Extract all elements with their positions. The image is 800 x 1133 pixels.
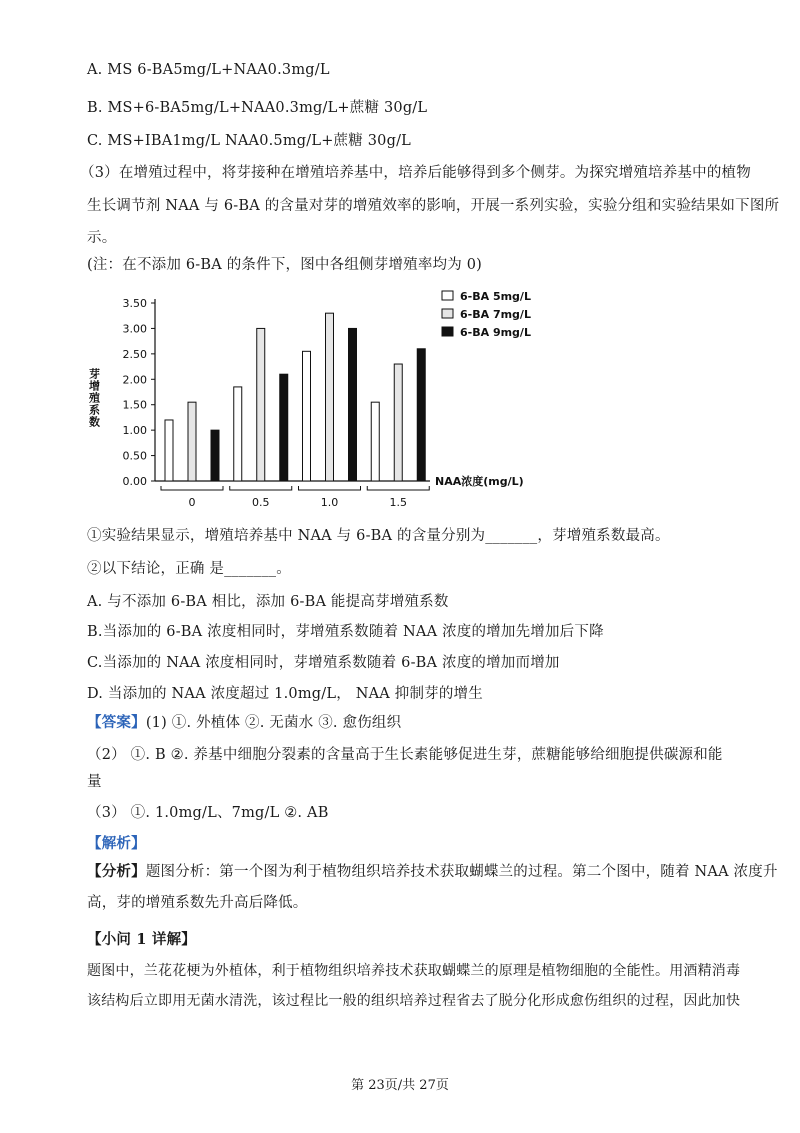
legend-swatch xyxy=(442,309,453,318)
answer-text-1: (1) ①. 外植体 ②. 无菌水 ③. 愈伤组织 xyxy=(145,715,402,731)
q3-line-3: 示。 xyxy=(87,230,117,246)
bar xyxy=(211,430,219,481)
group-bracket xyxy=(161,486,223,490)
answer-line-1 xyxy=(87,711,401,732)
bar xyxy=(257,328,265,481)
bar xyxy=(280,374,288,481)
group-bracket xyxy=(367,486,429,490)
choice-d: D. 当添加的 NAA 浓度超过 1.0mg/L， NAA 抑制芽的增生 xyxy=(87,686,483,702)
x-axis-label: NAA浓度(mg/L) xyxy=(435,475,524,488)
page-footer: 第 23页/共 27页 xyxy=(351,1078,449,1093)
answer-line-2: （2） ①. B ②. 养基中细胞分裂素的含量高于生长素能够促进生芽，蔗糖能够给细胞提供碳源和能 xyxy=(87,747,723,763)
xiaowen-label: 【小问 1 详解】 xyxy=(87,931,196,948)
option-c: C. MS+IBA1mg/L NAA0.5mg/L+蔗糖 30g/L xyxy=(87,133,412,149)
bar xyxy=(188,402,196,481)
analysis-label: 【解析】 xyxy=(87,835,146,852)
legend-label: 6-BA 7mg/L xyxy=(460,308,531,321)
answer-line-3: 量 xyxy=(87,774,102,790)
bar xyxy=(303,351,311,481)
legend-label: 6-BA 5mg/L xyxy=(460,290,531,303)
y-tick-label: 3.00 xyxy=(122,322,147,336)
group-bracket xyxy=(230,486,292,490)
bar-chart xyxy=(80,283,550,515)
y-tick-label: 2.50 xyxy=(122,347,147,361)
x-tick-label: 0 xyxy=(188,496,196,509)
answer-line-4: （3） ①. 1.0mg/L、7mg/L ②. AB xyxy=(87,805,329,821)
fenxi-line-2: 高，芽的增殖系数先升高后降低。 xyxy=(87,895,308,911)
fenxi-line-1 xyxy=(87,860,778,881)
y-tick-label: 1.00 xyxy=(122,424,147,438)
question-1: ①实验结果显示，增殖培养基中 NAA 与 6-BA 的含量分别为_______，芽增殖系数最高。 xyxy=(87,528,670,544)
choice-a: A. 与不添加 6-BA 相比，添加 6-BA 能提高芽增殖系数 xyxy=(87,594,449,610)
bar xyxy=(371,402,379,481)
choice-b: B.当添加的 6-BA 浓度相同时，芽增殖系数随着 NAA 浓度的增加先增加后下降 xyxy=(87,624,604,640)
fenxi-label: 【分析】 xyxy=(87,863,146,880)
y-axis-label: 芽增殖系数 xyxy=(87,368,101,428)
option-a: A. MS 6-BA5mg/L+NAA0.3mg/L xyxy=(87,62,330,78)
y-tick-label: 1.50 xyxy=(122,398,147,412)
bar xyxy=(394,364,402,481)
detail-line-2: 该结构后立即用无菌水清洗，该过程比一般的组织培养过程省去了脱分化形成愈伤组织的过程，因此加快 xyxy=(87,993,741,1009)
q3-line-2: 生长调节剂 NAA 与 6-BA 的含量对芽的增殖效率的影响，开展一系列实验，实验分组和实验结果如下图所 xyxy=(87,198,780,214)
fenxi-text-1: 题图分析：第一个图为利于植物组织培养技术获取蝴蝶兰的过程。第二个图中，随着 NAA 浓度升 xyxy=(145,864,778,880)
legend-swatch xyxy=(442,327,453,336)
question-2: ②以下结论，正确 是_______。 xyxy=(87,561,291,577)
bar xyxy=(326,313,334,481)
y-tick-label: 2.00 xyxy=(122,373,147,387)
q3-line-1: （3）在增殖过程中，将芽接种在增殖培养基中，培养后能够得到多个侧芽。为探究增殖培养基中的植物 xyxy=(80,165,751,181)
bar xyxy=(349,328,357,481)
bar xyxy=(234,387,242,481)
detail-line-1: 题图中，兰花花梗为外植体，利于植物组织培养技术获取蝴蝶兰的原理是植物细胞的全能性。用酒精消毒 xyxy=(87,963,741,979)
x-tick-label: 1.0 xyxy=(320,496,339,509)
x-tick-label: 1.5 xyxy=(389,496,407,509)
y-tick-label: 0.00 xyxy=(122,475,147,488)
note: (注：在不添加 6-BA 的条件下，图中各组侧芽增殖率均为 0) xyxy=(87,257,483,273)
option-b: B. MS+6-BA5mg/L+NAA0.3mg/L+蔗糖 30g/L xyxy=(87,100,428,116)
bar xyxy=(165,420,173,481)
y-tick-label: 0.50 xyxy=(122,449,147,463)
group-bracket xyxy=(299,486,361,490)
answer-label: 【答案】 xyxy=(87,714,146,731)
legend-label: 6-BA 9mg/L xyxy=(460,326,531,339)
bar xyxy=(417,349,425,481)
choice-c: C.当添加的 NAA 浓度相同时，芽增殖系数随着 6-BA 浓度的增加而增加 xyxy=(87,655,560,671)
legend-swatch xyxy=(442,291,453,300)
y-tick-label: 3.50 xyxy=(122,297,147,310)
x-tick-label: 0.5 xyxy=(252,496,270,509)
